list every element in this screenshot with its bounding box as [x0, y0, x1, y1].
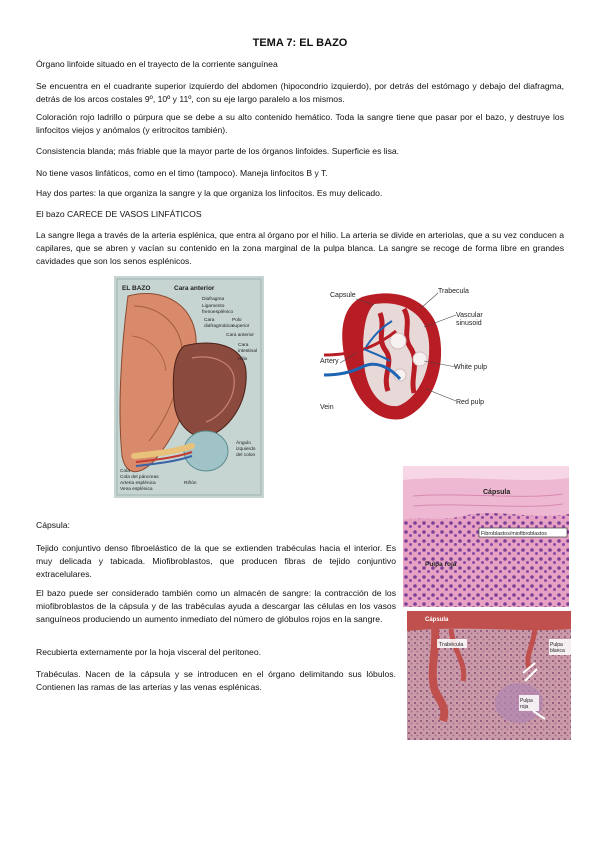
paragraph-coloration: Coloración rojo ladrillo o púrpura que se debe a su alto contenido hemático. Toda la sangre tiene que pasar por el bazo, y destruye los linfocitos viejos y anómalos (y eritrocitos también). [36, 112, 564, 135]
anatomy-label: Hilio [238, 357, 248, 362]
histo2-label-red-pulp: Pulpa roja [520, 698, 533, 710]
anatomy-heading-right: Cara anterior [174, 285, 215, 292]
document-title: TEMA 7: EL BAZO [252, 37, 348, 49]
anatomy-label: izquierdo [236, 447, 256, 452]
anatomy-label: frenoesplénico [202, 310, 234, 315]
diagram-label-capsule: Capsule [330, 292, 356, 299]
anatomy-label: Cola del páncreas [120, 475, 159, 480]
diagram-label-artery: Artery [320, 358, 339, 365]
spleen-structure-diagram [316, 283, 492, 423]
anatomy-label: Cola [120, 469, 130, 474]
histology-trabeculae-figure [407, 611, 571, 740]
histo2-label-trabecula: Trabécula [439, 642, 464, 648]
diagram-label-red-pulp: Red pulp [456, 399, 485, 406]
histo1-label-fibroblasts: Fibroblastos/miofibroblastos [481, 531, 547, 537]
paragraph-trabeculae: Trabéculas. Nacen de la cápsula y se introducen en el órgano delimitando sus lóbulos. Contienen las ramas de las arterias y las venas esplénicas. [36, 669, 396, 692]
anatomy-label: Riñón [184, 481, 197, 486]
anatomy-label: Cara anterior [226, 333, 254, 338]
anatomy-label: Polo [232, 318, 242, 323]
diagram-label-white-pulp: White pulp [454, 364, 488, 371]
histo1-label-capsule: Cápsula [483, 489, 511, 496]
paragraph-peritoneum: Recubierta externamente por la hoja visceral del peritoneo. [36, 647, 261, 657]
histo1-label-red-pulp: Pulpa roja [425, 561, 457, 568]
paragraph-intro: Órgano linfoide situado en el trayecto de la corriente sanguínea [36, 59, 278, 69]
anatomy-label: Ángulo [236, 441, 251, 446]
anatomy-label: Diafragma [202, 297, 225, 302]
anatomy-label: diafragmática [204, 324, 233, 329]
paragraph-lymphatic: No tiene vasos linfáticos, como en el timo (tampoco). Maneja linfocitos B y T. [36, 168, 328, 178]
anatomy-label: superior [232, 324, 250, 329]
anatomy-label: Cara [238, 343, 249, 348]
histology-capsule-figure [403, 466, 569, 607]
capsule-heading: Cápsula: [36, 520, 70, 530]
paragraph-parts: Hay dos partes: la que organiza la sangre y la que organiza los linfocitos. Es muy delicado. [36, 188, 383, 198]
diagram-label-vascular-sinusoid: Vascular sinusoid [456, 312, 483, 327]
anatomy-heading-left: EL BAZO [122, 285, 151, 292]
histo2-label-capsule: Cápsula [425, 617, 449, 623]
paragraph-consistency: Consistencia blanda; más friable que la mayor parte de los órganos linfoides. Superficie es lisa. [36, 146, 400, 156]
anatomy-label: intestinal [238, 349, 257, 354]
spleen-anatomy-figure [114, 276, 264, 498]
paragraph-storage: El bazo puede ser considerado también como un almacén de sangre: la contracción de los miofibroblastos de la cápsula y de las trabéculas ayuda a descargar las células en los vasos sanguíneos produciendo un aumento inmediato del número de glóbulos rojos en la sangre. [36, 588, 396, 624]
anatomy-label: Ligamento [202, 304, 225, 309]
paragraph-blood-flow: La sangre llega a través de la arteria esplénica, que entra al órgano por el hilio. La arteria se divide en arteriolas, que a su vez conducen a capilares, que se abren y vacían su contenido en la zona marginal de la pulpa blanca. La sangre se recoge de forma libre en grandes cavidades que son los senos esplénicos. [36, 230, 564, 266]
diagram-label-trabecula: Trabecula [438, 288, 469, 295]
anatomy-label: Arteria esplénica [120, 481, 156, 486]
paragraph-location: Se encuentra en el cuadrante superior izquierdo del abdomen (hipocondrio izquierdo), por detrás del estómago y debajo del diafragma, detrás de los arcos costales 9º, 10º y 11º, con su eje largo paralelo a los mismos. [36, 81, 564, 104]
paragraph-no-lymph: El bazo CARECE DE VASOS LINFÁTICOS [36, 209, 202, 219]
paragraph-capsule: Tejido conjuntivo denso fibroelástico de la que se extienden trabéculas hacia el interior. Es muy delicada y tabicada. Miofibroblastos, que producen fibras de tejido conjuntivo extracelulares. [36, 543, 396, 579]
anatomy-label: del colon [236, 453, 256, 458]
anatomy-label: Cara [204, 318, 215, 323]
histo2-label-white-pulp: Pulpa blanca [550, 642, 565, 654]
anatomy-label: Vena esplénica [120, 487, 153, 492]
diagram-label-vein: Vein [320, 404, 334, 411]
